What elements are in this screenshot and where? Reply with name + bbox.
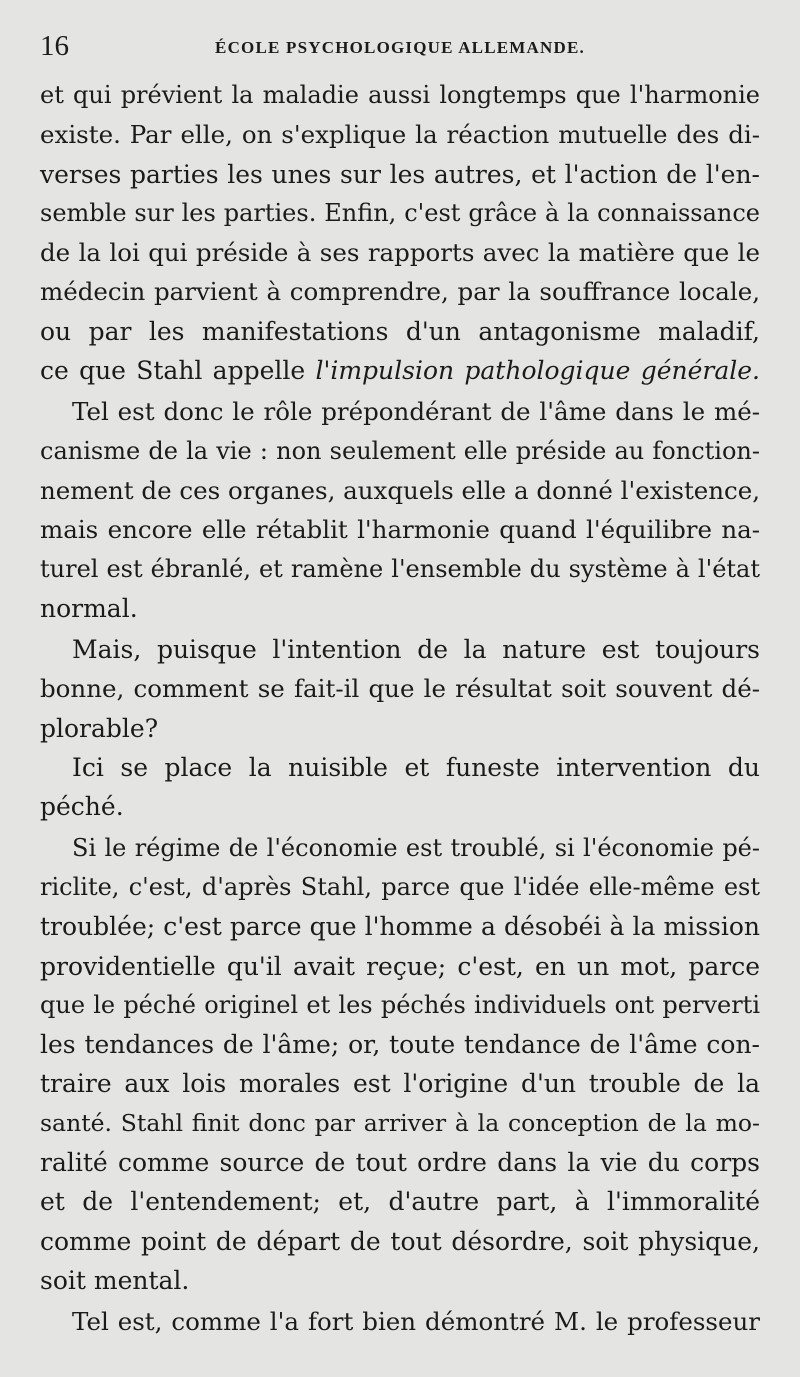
text-line: riclite, c'est, d'après Stahl, parce que l'idée elle-même est bbox=[40, 872, 760, 901]
text-line: Si le régime de l'économie est troublé, si l'économie pé- bbox=[72, 833, 760, 862]
text-line: que le péché originel et les péchés individuels ont perverti bbox=[40, 990, 760, 1019]
text-line: mais encore elle rétablit l'harmonie quand l'équilibre na- bbox=[40, 515, 760, 545]
text-line-start: ce que Stahl appelle bbox=[40, 356, 306, 386]
text-line: nement de ces organes, auxquels elle a donné l'existence, bbox=[40, 475, 761, 505]
text-line: médecin parvient à comprendre, par la souffrance locale, bbox=[40, 277, 760, 307]
text-line: traire aux lois morales est l'origine d'un trouble de la bbox=[40, 1069, 760, 1099]
text-line: comme point de départ de tout désordre, soit physique, bbox=[40, 1226, 760, 1256]
text-line: les tendances de l'âme; or, toute tendance de l'âme con- bbox=[40, 1030, 760, 1060]
text-line: santé. Stahl finit donc par arriver à la conception de la mo- bbox=[40, 1108, 760, 1137]
text-line: canisme de la vie : non seulement elle préside au fonction- bbox=[40, 436, 760, 465]
text-line: semble sur les parties. Enfin, c'est grâce à la connaissance bbox=[40, 198, 760, 227]
text-line: bonne, comment se fait-il que le résultat soit souvent dé- bbox=[40, 674, 760, 704]
text-line: troublée; c'est parce que l'homme a désobéi à la mission bbox=[40, 912, 760, 942]
text-line: Tel est donc le rôle prépondérant de l'âme dans le mé- bbox=[72, 397, 760, 427]
text-line: normal. bbox=[40, 593, 138, 623]
text-line: plorable? bbox=[40, 713, 159, 743]
page-number: 16 bbox=[40, 30, 69, 62]
running-title: ÉCOLE PSYCHOLOGIQUE ALLEMANDE. bbox=[215, 38, 585, 57]
text-line: et qui prévient la maladie aussi longtemps que l'harmonie bbox=[40, 81, 760, 109]
text-line: et de l'entendement; et, d'autre part, à l'immoralité bbox=[40, 1187, 760, 1217]
text-line: ralité comme source de tout ordre dans la vie du corps bbox=[40, 1148, 760, 1178]
text-line: Mais, puisque l'intention de la nature est toujours bbox=[72, 635, 760, 665]
text-line: Ici se place la nuisible et funeste intervention du bbox=[72, 753, 760, 783]
text-line: Tel est, comme l'a fort bien démontré M. le professeur bbox=[72, 1307, 760, 1337]
text-line: existe. Par elle, on s'explique la réaction mutuelle des di- bbox=[40, 120, 760, 150]
text-line: ou par les manifestations d'un antagonisme maladif, bbox=[40, 316, 760, 346]
body-text bbox=[40, 76, 760, 1342]
page-header bbox=[40, 30, 760, 70]
text-line: providentielle qu'il avait reçue; c'est, en un mot, parce bbox=[40, 951, 760, 981]
text-line: verses parties les unes sur les autres, et l'action de l'en- bbox=[40, 159, 760, 189]
italic-phrase: l'impulsion pathologique générale. bbox=[315, 356, 761, 386]
text-line: turel est ébranlé, et ramène l'ensemble du système à l'état bbox=[40, 554, 760, 583]
text-line-with-italic bbox=[40, 351, 760, 390]
text-line: péché. bbox=[40, 792, 124, 822]
text-line: soit mental. bbox=[40, 1265, 190, 1295]
text-line: de la loi qui préside à ses rapports avec la matière que le bbox=[40, 238, 760, 268]
